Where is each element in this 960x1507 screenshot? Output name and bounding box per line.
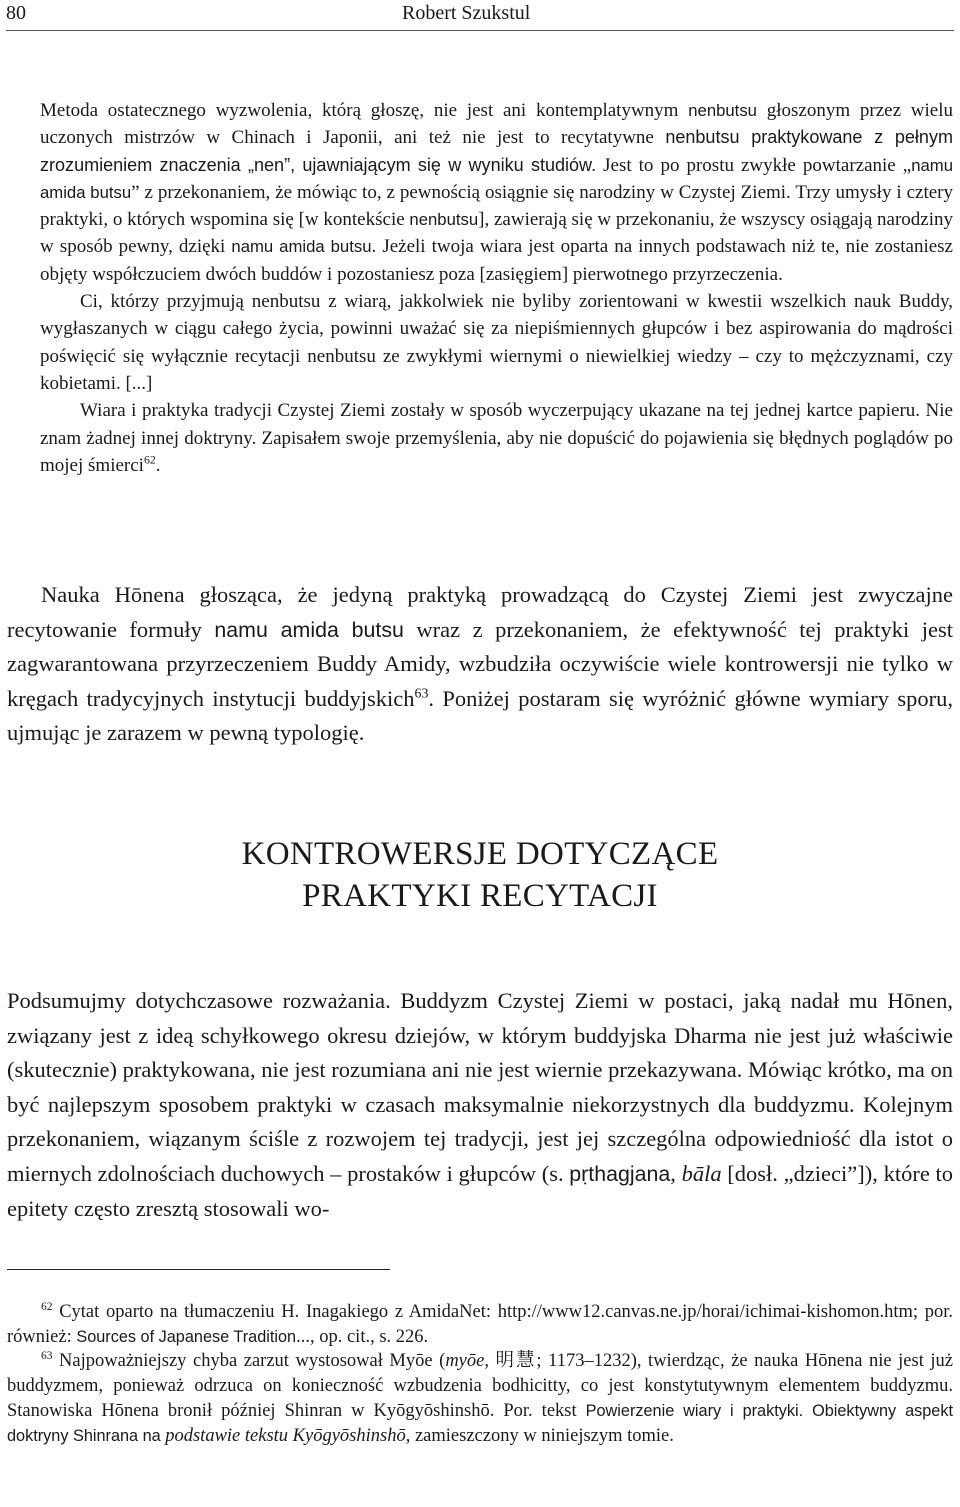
quote-paragraph-3: Wiara i praktyka tradycji Czystej Ziemi zostały w sposób wyczerpujący ukazane na tej jednej kartce papieru. Nie znam żadnej innej doktryny. Zapisałem swoje przemyślenia, aby nie dopuścić do pojawienia się błędnych poglądów po mojej śmierci$^{62}$. (40, 400, 953, 476)
running-head: Robert Szukstul (402, 2, 531, 24)
body-paragraph-2: Podsumujmy dotychczasowe rozważania. Buddyzm Czystej Ziemi w postaci, jaką nadał mu Hōnen, związany jest z ideą schyłkowego okresu dziejów, w którym buddyjska Dharma nie jest już właściwie (skutecznie) praktykowana, nie jest rozumiana ani nie jest wiernie przekazywana. Mówiąc krótko, ma on być najlepszym sposobem praktyki w czasach maksymalnie niekorzystnych dla buddyzmu. Kolejnym przekonaniem, wiązanym ściśle z rozwojem tej tradycji, jest jej szczególna odpowiedniość dla istot o miernych zdolnościach duchowych – prostaków i głupców (s. pṛthagjana, bāla [dosł. „dzieci”]), które to epitety często zresztą stosowali wo- (7, 988, 953, 1221)
quote-paragraph-2: Ci, którzy przyjmują nenbutsu z wiarą, jakkolwiek nie byliby zorientowani w kwestii wszelkich nauk Buddy, wygłaszanych w ciągu całego życia, powinni uważać się za niepiśmiennych głupców i bez aspirowania do mądrości poświęcić się wyłącznie recytacji nenbutsu ze zwykłymi wiernymi o niewielkiej wiedzy – czy to mężczyznami, czy kobietami. [...] (40, 291, 953, 394)
footnote-62: $^{62}$ Cytat oparto na tłumaczeniu H. Inagakiego z AmidaNet: http://www12.canvas.ne.jp/horai/ichimai-kishomon.htm; por. również: Sources of Japanese Tradition..., op. cit., s. 226. (7, 1300, 953, 1347)
section-heading (0, 833, 960, 917)
footnote-separator (7, 1269, 390, 1270)
section-heading-line-2: PRAKTYKI RECYTACJI (302, 878, 658, 914)
quote-paragraph-1: Metoda ostatecznego wyzwolenia, którą głoszę, nie jest ani kontemplatywnym nenbutsu głoszonym przez wielu uczonych mistrzów w Chinach i Japonii, ani też nie jest to recytatywne nenbutsu praktykowane z pełnym zrozumieniem znaczenia „nen”, ujawniającym się w wyniku studiów. Jest to po prostu zwykłe powtarzanie „namu amida butsu” z przekonaniem, że mówiąc to, z pewnością osiągnie się narodziny w Czystej Ziemi. Trzy umysły i cztery praktyki, o których wspomina się [w kontekście nenbutsu], zawierają się w przekonaniu, że wszyscy osiągają narodziny w sposób pewny, dzięki namu amida butsu. Jeżeli twoja wiara jest oparta na innych podstawach niż te, nie zostaniesz objęty współczuciem dwóch buddów i pozostaniesz poza [zasięgiem] pierwotnego przyrzeczenia. (40, 100, 954, 285)
footnote-ref-62[interactable]: 62 (143, 453, 156, 467)
footnote-ref-63[interactable]: 63 (414, 686, 429, 702)
block-quote (40, 97, 953, 479)
footnote-63: $^{63}$ Najpoważniejszy chyba zarzut wystosował Myōe (myōe, 明慧; 1173–1232), twierdząc, że nauka Hōnena nie jest już buddyzmem, ponieważ odrzuca on konieczność wzbudzenia bodhicitty, co jest konstytutywnym elementem buddyzmu. Stanowiska Hōnena bronił później Shinran w Kyōgyōshinshō. Por. tekst Powierzenie wiary i praktyki. Obiektywny aspekt doktryny Shinrana na podstawie tekstu Kyōgyōshinshō, zamieszczony w niniejszym tomie. (7, 1350, 954, 1446)
header-rule (6, 30, 954, 31)
section-heading-line-1: KONTROWERSJE DOTYCZĄCE (241, 836, 719, 872)
footnotes (7, 1300, 953, 1448)
body-paragraph-1: Nauka Hōnena głosząca, że jedyną praktyką prowadzącą do Czystej Ziemi jest zwyczajne recytowanie formuły namu amida butsu wraz z przekonaniem, że efektywność tej praktyki jest zagwarantowana przyrzeczeniem Buddy Amidy, wzbudziła oczywiście wiele kontrowersji nie tylko w kręgach tradycyjnych instytucji buddyjskich$^{63}$. Poniżej postaram się wyróżnić główne wymiary sporu, ujmując je zarazem w pewną typologię. (7, 582, 954, 746)
page-header (6, 0, 954, 40)
page-number: 80 (6, 2, 26, 24)
